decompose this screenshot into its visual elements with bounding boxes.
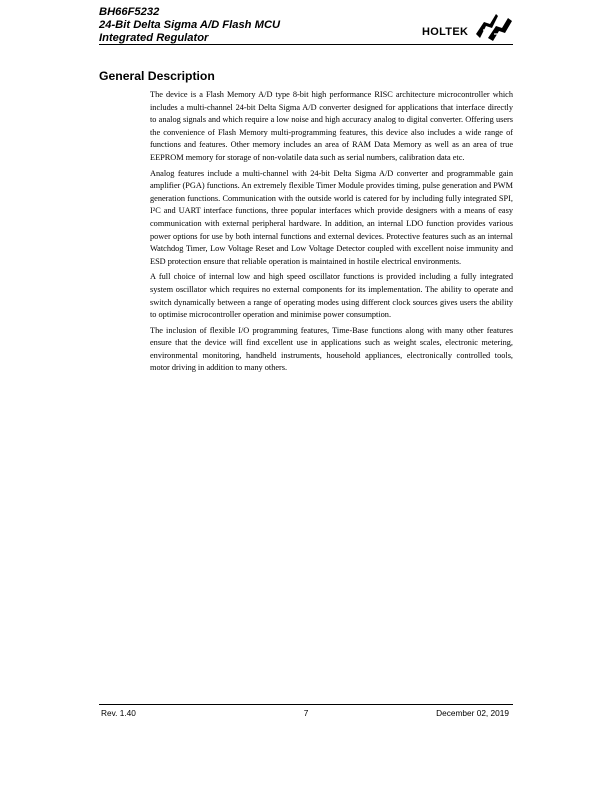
document-subtitle: 24-Bit Delta Sigma A/D Flash MCU xyxy=(99,19,281,31)
header-divider xyxy=(99,44,513,45)
paragraph: Analog features include a multi-channel with 24-bit Delta Sigma A/D converter and programmable gain amplifier (PGA) functions. An extremely flexible Timer Module provides timing, pulse generation and PWM generation functions. Communication with the outside world is catered for by including fully integrated SPI, I²C and UART interface functions, three popular interfaces which provide designers with a means of easy communication with external peripheral hardware. In addition, an internal LDO function provides various power options for use by both internal functions and external devices. Protective features such as an internal Watchdog Timer, Low Voltage Reset and Low Voltage Detector coupled with excellent noise immunity and ESD protection ensure that reliable operation is maintained in hostile electrical environments. xyxy=(150,168,513,266)
holtek-logo xyxy=(422,12,514,42)
description-body xyxy=(150,89,513,378)
part-number: BH66F5232 xyxy=(99,6,160,18)
footer-page-number: 7 xyxy=(303,708,309,718)
document-subtitle-2: Integrated Regulator xyxy=(99,32,209,44)
section-title: General Description xyxy=(99,69,215,83)
logo-mark-icon xyxy=(474,12,514,42)
footer-revision: Rev. 1.40 xyxy=(101,708,136,718)
footer-date: December 02, 2019 xyxy=(436,708,509,718)
footer-divider xyxy=(99,704,513,705)
paragraph: A full choice of internal low and high speed oscillator functions is provided including a fully integrated system oscillator which requires no external components for its implementation. The ability to operate and switch dynamically between a range of operating modes using different clock sources gives users the ability to optimise microcontroller operation and minimise power consumption. xyxy=(150,272,513,320)
paragraph: The device is a Flash Memory A/D type 8-bit high performance RISC architecture microcontroller which includes a multi-channel 24-bit Delta Sigma A/D converter designed for applications that interface directly to analog signals and which require a low noise and high accuracy analog to digital converter. Offering users the convenience of Flash Memory multi-programming features, this device also includes a wide range of functions and features. Other memory includes an area of RAM Data Memory as well as an area of true EEPROM memory for storage of non-volatile data such as serial numbers, calibration data etc. xyxy=(150,90,513,162)
logo-text: HOLTEK xyxy=(422,26,469,38)
paragraph: The inclusion of flexible I/O programming features, Time-Base functions along with many other features ensure that the device will find excellent use in applications such as weight scales, electronic metering, environmental monitoring, handheld instruments, household appliances, electronically controlled tools, motor driving in addition to many others. xyxy=(150,325,513,373)
